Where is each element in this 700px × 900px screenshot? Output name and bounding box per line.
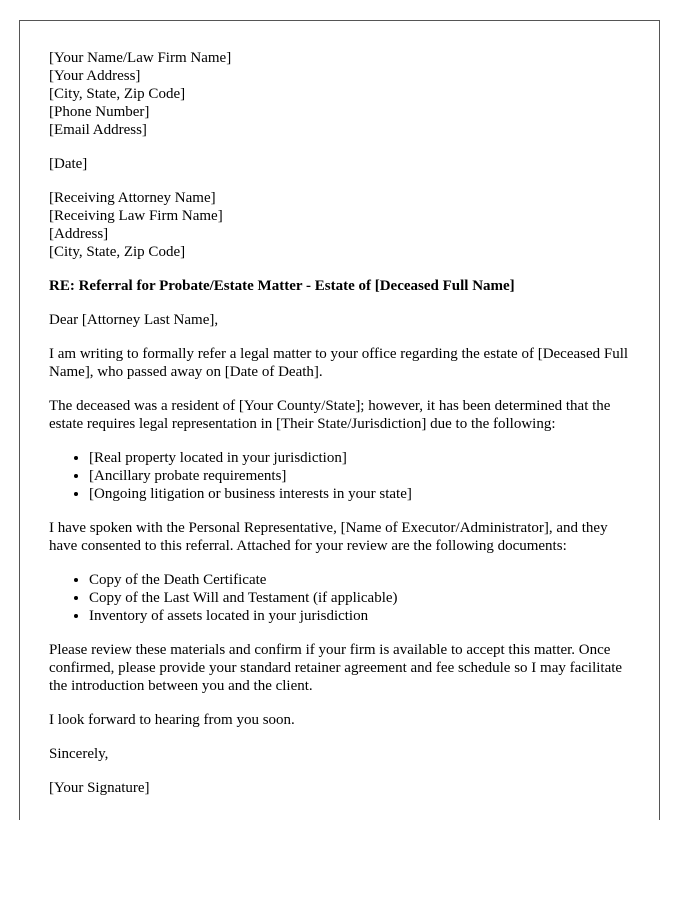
letter-date: [Date] bbox=[49, 156, 88, 172]
recipient-block bbox=[49, 189, 630, 261]
sender-name: [Your Name/Law Firm Name] bbox=[49, 50, 232, 66]
list-item: • Inventory of assets located in your jurisdiction bbox=[89, 607, 630, 625]
sender-block bbox=[49, 49, 630, 139]
sender-city-state-zip: [City, State, Zip Code] bbox=[49, 86, 186, 102]
list-item: • [Ancillary probate requirements] bbox=[89, 467, 630, 485]
paragraph-jurisdiction: The deceased was a resident of [Your County/State]; however, it has been determined that the estate requires legal representation in [Their State/Jurisdiction] due to the following: bbox=[49, 398, 611, 432]
list-item: • [Ongoing litigation or business interests in your state] bbox=[89, 485, 630, 503]
paragraph-closing-remark: I look forward to hearing from you soon. bbox=[49, 712, 295, 728]
signature: [Your Signature] bbox=[49, 780, 150, 796]
recipient-address: [Address] bbox=[49, 226, 109, 242]
recipient-name: [Receiving Attorney Name] bbox=[49, 190, 216, 206]
recipient-city-state-zip: [City, State, Zip Code] bbox=[49, 244, 186, 260]
list-item: • Copy of the Last Will and Testament (if applicable) bbox=[89, 589, 630, 607]
recipient-firm: [Receiving Law Firm Name] bbox=[49, 208, 223, 224]
sender-email: [Email Address] bbox=[49, 122, 147, 138]
salutation: Dear [Attorney Last Name], bbox=[49, 312, 219, 328]
reasons-list bbox=[49, 449, 630, 503]
sender-address: [Your Address] bbox=[49, 68, 141, 84]
paragraph-request: Please review these materials and confirm if your firm is available to accept this matter. Once confirmed, please provide your standard retainer agreement and fee schedule so I may facilitate the introduction between you and the client. bbox=[49, 642, 623, 694]
closing: Sincerely, bbox=[49, 746, 109, 762]
documents-list bbox=[49, 571, 630, 625]
letter-page bbox=[19, 20, 660, 820]
list-item: • Copy of the Death Certificate bbox=[89, 571, 630, 589]
list-item: • [Real property located in your jurisdiction] bbox=[89, 449, 630, 467]
sender-phone: [Phone Number] bbox=[49, 104, 150, 120]
paragraph-consent: I have spoken with the Personal Representative, [Name of Executor/Administrator], and they have consented to this referral. Attached for your review are the following documents: bbox=[49, 520, 608, 554]
paragraph-intro: I am writing to formally refer a legal matter to your office regarding the estate of [Deceased Full Name], who passed away on [Date of Death]. bbox=[49, 346, 629, 380]
subject-line: RE: Referral for Probate/Estate Matter - Estate of [Deceased Full Name] bbox=[49, 278, 515, 294]
